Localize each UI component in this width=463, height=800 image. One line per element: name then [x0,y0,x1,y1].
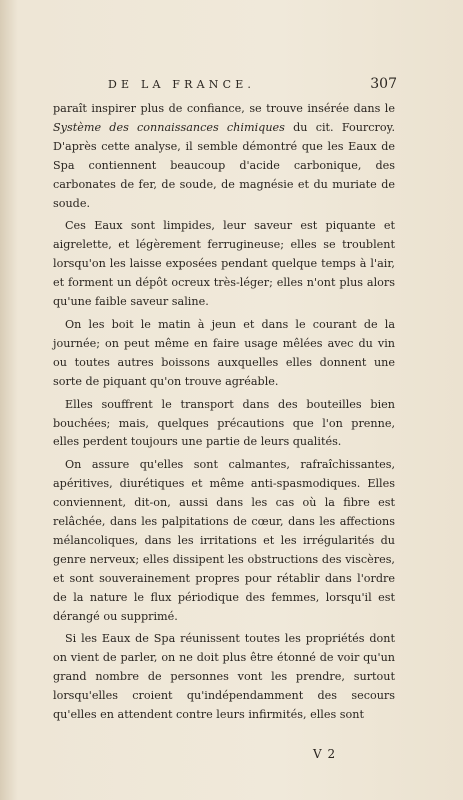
signature-mark: V 2 [313,747,337,761]
page-header [108,76,397,98]
paragraph-3: On les boit le matin à jeun et dans le courant de la journée; on peut même en faire usage mêlées avec du vin ou toutes autres boissons auxquelles elles donnent une sorte de piquant qu'on trouve agréable. [53,317,395,388]
paragraph-1 [53,100,395,213]
book-title-italic: Système des connaissances chimiques [53,120,285,134]
paragraph-2: Ces Eaux sont limpides, leur saveur est piquante et aigrelette, et légèrement ferrugineuse; elles se troublent lorsqu'on les laisse exposées pendant quelque temps à l'air, et forment un dépôt ocreux très-léger; elles n'ont plus alors qu'une faible saveur saline. [53,219,395,309]
page-body [53,100,395,729]
paragraph-1-start: paraît inspirer plus de confiance, se trouve insérée dans le [53,102,395,115]
paragraph-6: Si les Eaux de Spa réunissent toutes les propriétés dont on vient de parler, on ne doit plus être étonné de voir qu'un grand nombre de personnes vont les prendre, surtout lorsqu'elles croient qu'indépendamment des secours qu'elles en attendent contre leurs infirmités, elles sont [53,632,395,722]
paragraph-4: Elles souffrent le transport dans des bouteilles bien bouchées; mais, quelques précautions que l'on prenne, elles perdent toujours une partie de leurs qualités. [53,397,395,449]
paragraph-1-end: du cit. Fourcroy. D'après cette analyse, il semble démontré que les Eaux de Spa contiennent beaucoup d'acide carbonique, des carbonates de fer, de soude, de magnésie et du muriate de soude. [53,120,396,210]
page-number: 307 [370,76,397,92]
running-title: DE LA FRANCE. [108,78,256,91]
paragraph-5: On assure qu'elles sont calmantes, rafraîchissantes, apéritives, diurétiques et même anti-spasmodiques. Elles conviennent, dit-on, aussi dans les cas où la fibre est relâchée, dans les palpitations de cœur, dans les affections mélancoliques, dans les irritations et les irrégularités du genre nerveux; elles dissipent les obstructions des viscères, et sont souverainement propres pour rétablir dans l'ordre de la nature le flux périodique des femmes, lorsqu'il est dérangé ou supprimé. [53,458,395,623]
